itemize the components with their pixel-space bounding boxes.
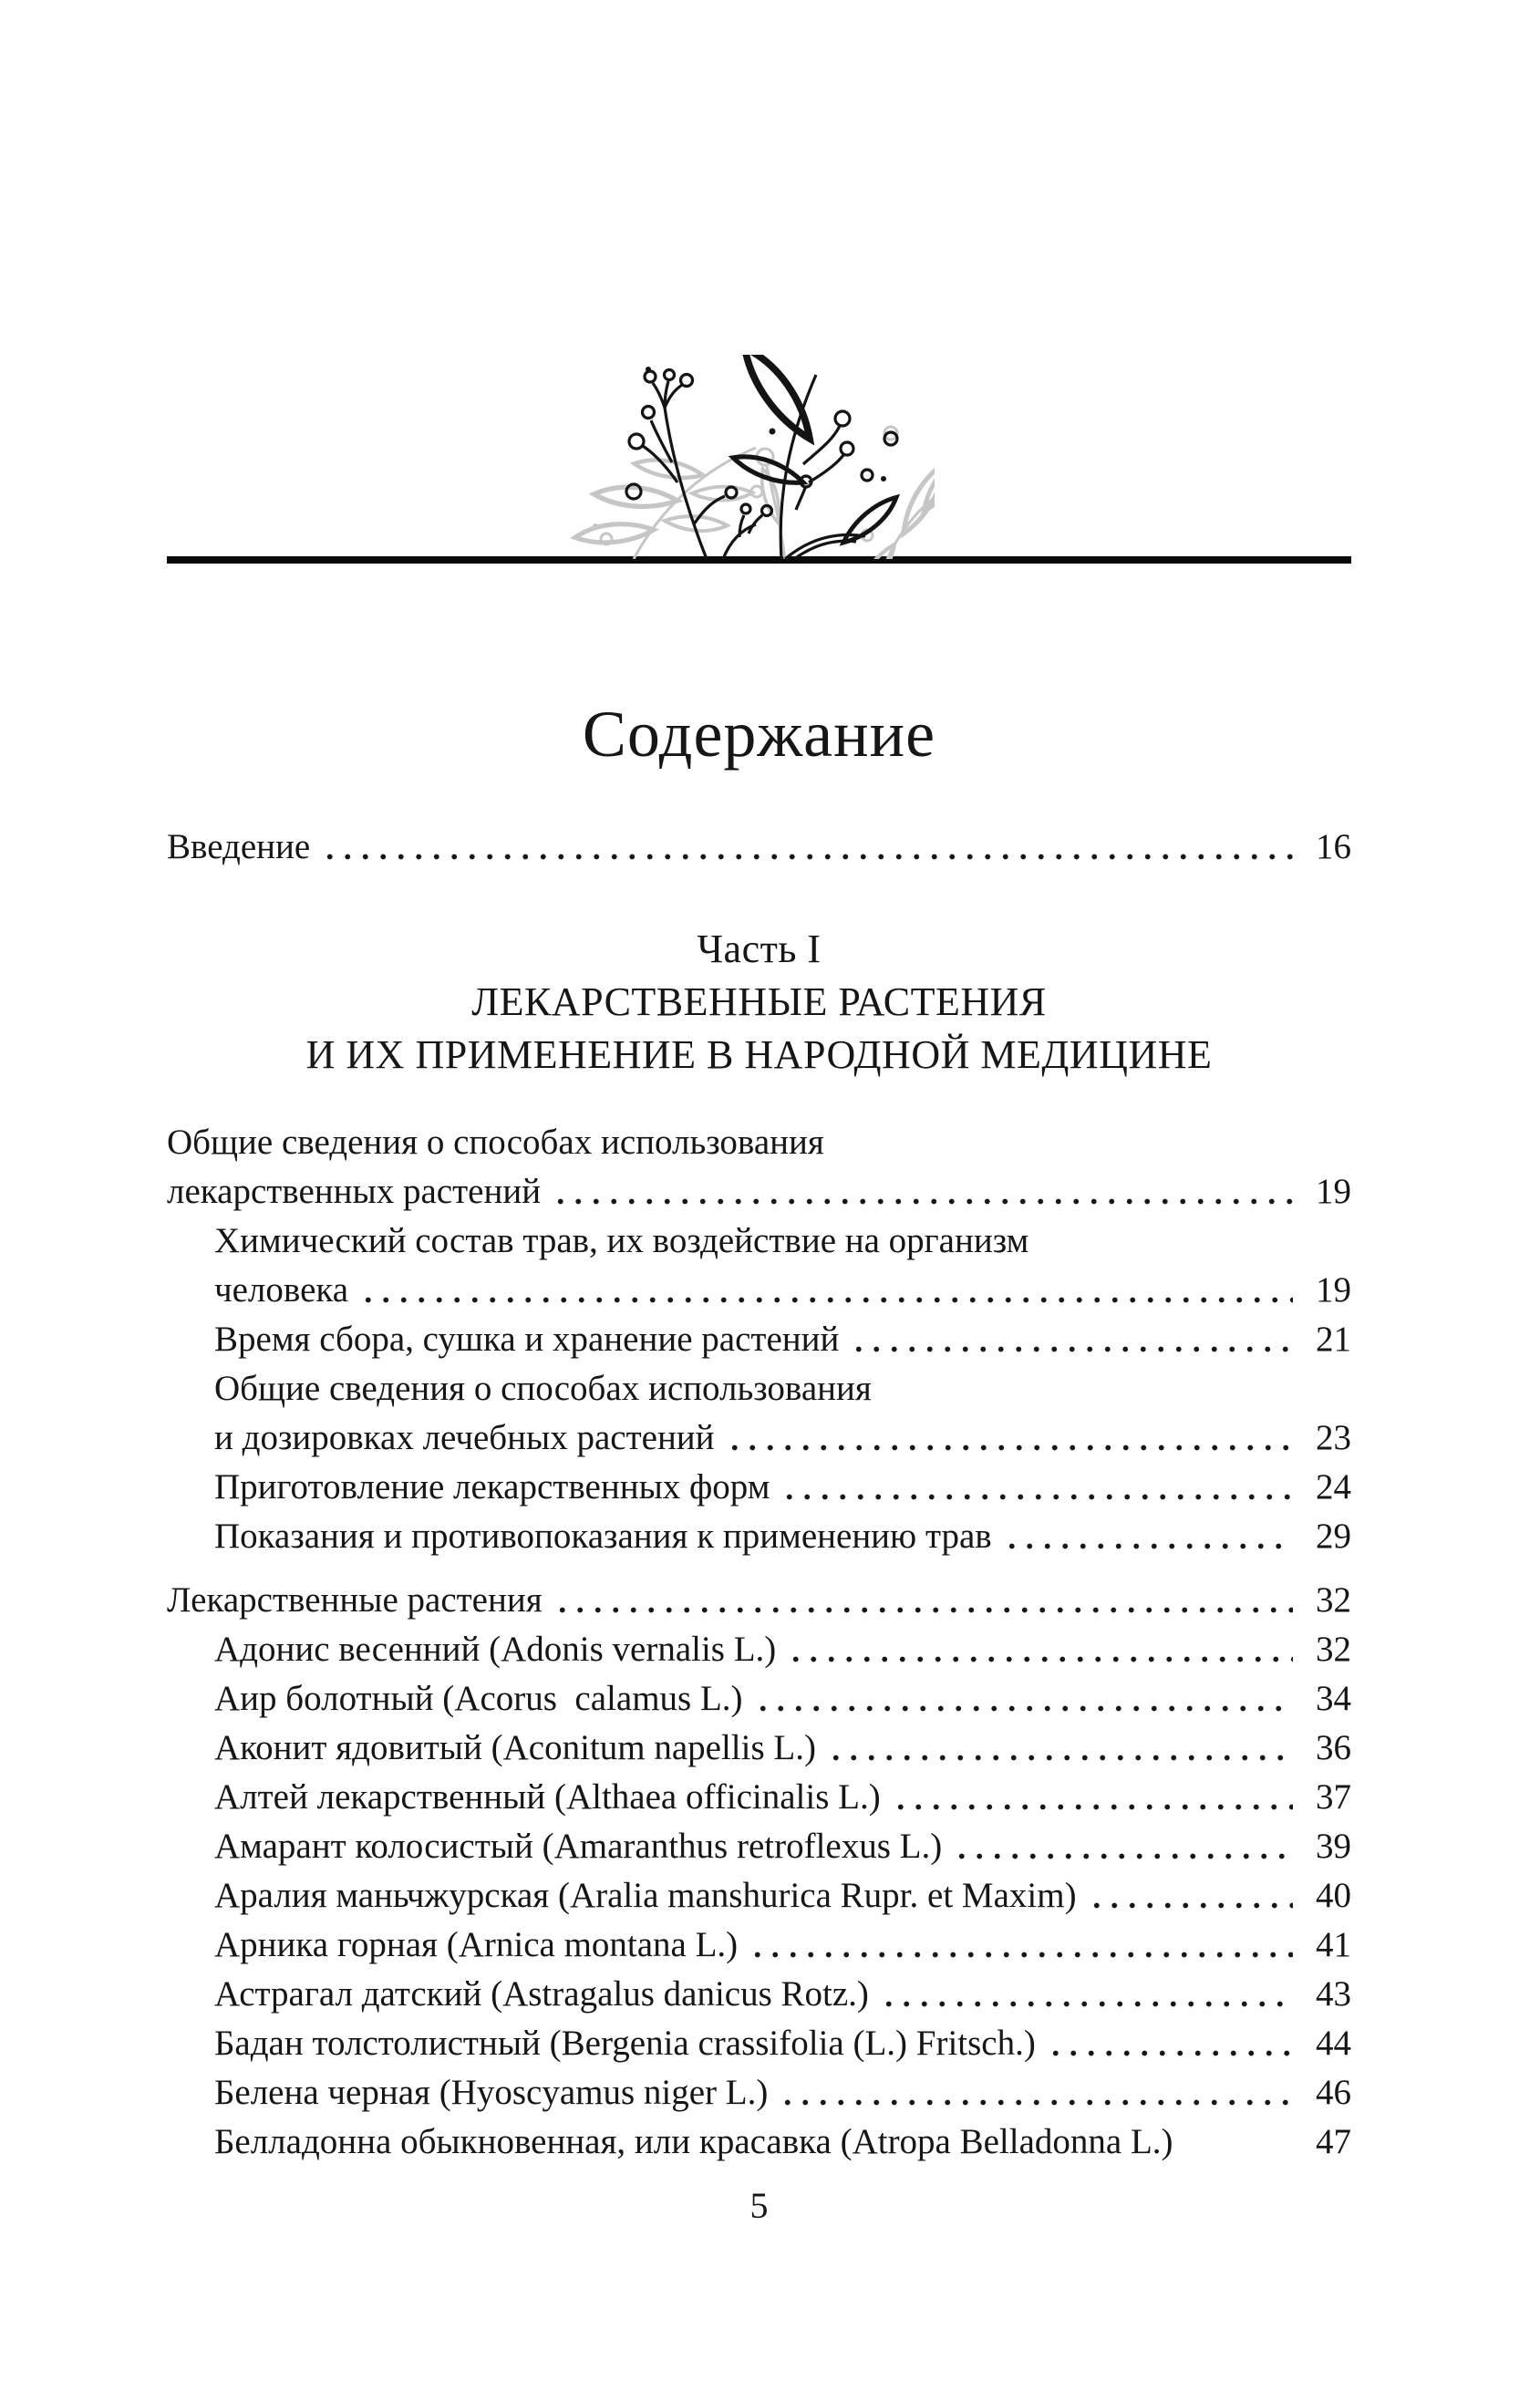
toc-entry-label: Астрагал датский (Astragalus danicus Rotz.): [214, 1974, 869, 2014]
gray-foliage: [574, 427, 934, 559]
toc-entry-label: Адонис весенний (Adonis vernalis L.): [214, 1630, 777, 1669]
toc-row: [167, 823, 1351, 872]
toc-row: [167, 1724, 1351, 1773]
toc-entry-label: Аир болотный (Acorus calamus L.): [214, 1679, 743, 1718]
toc-entry-label: Бадан толстолистный (Bergenia crassifolia (L.) Fritsch.): [214, 2024, 1036, 2063]
toc-entry-page-number: 19: [1316, 1270, 1351, 1310]
toc-entry-page-number: 36: [1316, 1728, 1351, 1767]
leader-dots: [1184, 2118, 1293, 2167]
toc-row: [167, 2118, 1351, 2167]
toc-row: [167, 1266, 1351, 1315]
leader-dots: [892, 1773, 1293, 1822]
toc-row: [167, 1512, 1351, 1561]
toc-entry-label: Белена черная (Hyoscyamus niger L.): [214, 2073, 769, 2112]
toc-row: [167, 1463, 1351, 1512]
toc-entry-label: Общие сведения о способах использования: [214, 1369, 872, 1408]
page-title: Содержание: [582, 698, 936, 771]
toc-entry-page-number: 40: [1316, 1876, 1351, 1915]
toc-entry-label: Алтей лекарственный (Althaea officinalis L.): [214, 1777, 881, 1817]
toc-row: [167, 1822, 1351, 1871]
leader-dots: [953, 1822, 1293, 1871]
toc-entry-label: Время сбора, сушка и хранение растений: [214, 1320, 840, 1359]
leader-dots: [827, 1724, 1293, 1773]
leader-dots: [726, 1413, 1293, 1463]
toc-entry-page-number: 47: [1316, 2122, 1351, 2161]
toc-entry-page-number: 16: [1316, 827, 1351, 866]
leader-dots: [754, 1674, 1293, 1724]
leader-dots: [850, 1315, 1293, 1364]
toc-entry-label: Лекарственные растения: [167, 1580, 543, 1620]
toc-entry-page-number: 44: [1316, 2024, 1351, 2063]
toc-entry-label: и дозировках лечебных растений: [214, 1418, 715, 1457]
leader-dots: [1003, 1512, 1293, 1561]
floral-sprigs-icon: [570, 355, 935, 559]
toc-entry-page-number: 21: [1316, 1320, 1351, 1359]
toc-row: [167, 1921, 1351, 1970]
toc-entry-label: Общие сведения о способах использования: [167, 1123, 824, 1162]
leader-dots: [553, 1576, 1293, 1625]
leader-dots: [552, 1167, 1293, 1217]
toc-entry-page-number: 41: [1316, 1925, 1351, 1964]
toc-entry-label: Показания и противопоказания к применению трав: [214, 1517, 992, 1556]
toc-row: [167, 1576, 1351, 1625]
part-title-line2: И ИХ ПРИМЕНЕНИЕ В НАРОДНОЙ МЕДИЦИНЕ: [305, 1032, 1213, 1077]
toc-row: [167, 1674, 1351, 1724]
toc-entry-page-number: 46: [1316, 2073, 1351, 2112]
leader-dots: [359, 1266, 1293, 1315]
toc-row: [167, 1871, 1351, 1921]
toc-entry-label: Аралия маньчжурская (Aralia manshurica Rupr. et Maxim): [214, 1876, 1077, 1915]
toc-entry-label: Белладонна обыкновенная, или красавка (Atropa Belladonna L.): [214, 2122, 1173, 2161]
leader-dots: [787, 1625, 1293, 1674]
part-number: Часть I: [697, 927, 822, 971]
toc-entry-page-number: 23: [1316, 1418, 1351, 1457]
toc-entry-page-number: 43: [1316, 1974, 1351, 2014]
toc-entry-label: Введение: [167, 827, 311, 866]
toc-row: [167, 1773, 1351, 1822]
toc-entry-page-number: 37: [1316, 1777, 1351, 1817]
toc-row: [167, 1315, 1351, 1364]
page-number: 5: [749, 2185, 769, 2226]
toc-row: [167, 2068, 1351, 2118]
toc-entry-label: Аконит ядовитый (Aconitum napellis L.): [214, 1728, 816, 1767]
toc-entry-page-number: 19: [1316, 1172, 1351, 1211]
toc-entry-label: Амарант колосистый (Amaranthus retroflexus L.): [214, 1827, 943, 1866]
toc-row: [167, 1217, 1351, 1266]
toc-intro-list: [167, 823, 1351, 872]
floral-decoration: [167, 352, 1351, 556]
toc-entry-page-number: 39: [1316, 1827, 1351, 1866]
leader-dots: [749, 1921, 1293, 1970]
ink-sprigs: [626, 355, 904, 559]
toc-main-list: [167, 1118, 1351, 2167]
toc-row: [167, 1970, 1351, 2019]
toc-row: [167, 1413, 1351, 1463]
text-block: [167, 0, 1351, 2231]
toc-row: [167, 1625, 1351, 1674]
leader-dots: [1088, 1871, 1293, 1921]
toc-entry-label: Арника горная (Arnica montana L.): [214, 1925, 739, 1964]
leader-dots: [1047, 2019, 1293, 2068]
leader-dots: [880, 1970, 1293, 2019]
toc-row: [167, 2019, 1351, 2068]
leader-dots: [780, 1463, 1293, 1512]
toc-entry-label: Приготовление лекарственных форм: [214, 1467, 770, 1507]
leader-dots: [779, 2068, 1293, 2118]
toc-row: [167, 1364, 1351, 1413]
toc-entry-page-number: 32: [1316, 1630, 1351, 1669]
toc-entry-page-number: 32: [1316, 1580, 1351, 1620]
toc-entry-page-number: 29: [1316, 1517, 1351, 1556]
toc-row: [167, 1167, 1351, 1217]
part-heading: [167, 923, 1351, 1082]
toc-entry-page-number: 24: [1316, 1467, 1351, 1507]
toc-entry-label: человека: [214, 1270, 349, 1310]
toc-row: [167, 1118, 1351, 1167]
toc-entry-label: Химический состав трав, их воздействие на организм: [214, 1221, 1029, 1260]
part-title-line1: ЛЕКАРСТВЕННЫЕ РАСТЕНИЯ: [471, 979, 1047, 1024]
toc-entry-label: лекарственных растений: [167, 1172, 542, 1211]
toc-entry-page-number: 34: [1316, 1679, 1351, 1718]
leader-dots: [321, 823, 1293, 872]
